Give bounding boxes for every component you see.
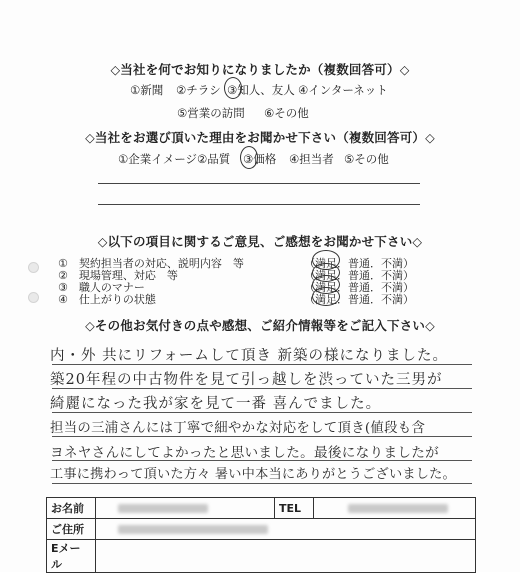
writing-line <box>52 483 472 484</box>
answer-line <box>98 204 420 205</box>
evaluation-item-label: ① 契約担当者の対応、説明内容 等 <box>58 257 244 270</box>
answer-line <box>98 183 420 184</box>
contact-form <box>46 497 476 573</box>
section2-title: ◇当社をお選び頂いた理由をお聞かせ下さい（複数回答可）◇ <box>85 130 435 145</box>
writing-line <box>52 460 472 461</box>
section2-option-3[interactable]: ③価格 <box>243 152 277 166</box>
handwritten-line-3: 綺麗になった我が家を見て一番 喜んでました。 <box>50 396 382 412</box>
handwritten-line-5: ヨネヤさんにしてよかったと思いました。最後になりましたが <box>50 445 440 461</box>
evaluation-scale[interactable]: （満足．普通．不満） <box>304 269 414 282</box>
section2-option-2[interactable]: ②品質 <box>197 152 231 166</box>
section2-option-4[interactable]: ④担当者 <box>289 152 334 166</box>
section1-option-1[interactable]: ①新聞 <box>130 83 164 97</box>
evaluation-item-label: ④ 仕上がりの状態 <box>58 293 156 306</box>
tel-label: TEL <box>275 498 314 519</box>
section1-option-5[interactable]: ⑤営業の訪問 <box>177 106 245 120</box>
handwritten-line-4: 担当の三浦さんには丁寧で細やかな対応をして頂き(値段も含 <box>50 421 426 436</box>
evaluation-scale[interactable]: （満足．普通．不満） <box>304 257 414 270</box>
section2-selected-circle <box>240 146 258 169</box>
writing-line <box>52 436 472 437</box>
address-field[interactable] <box>96 519 476 540</box>
handwritten-line-1: 内・外 共にリフォームして頂き 新築の様になりました。 <box>50 348 448 364</box>
section1-option-6[interactable]: ⑥その他 <box>264 106 309 120</box>
punch-hole <box>28 292 39 303</box>
evaluation-item-label: ② 現場管理、対応 等 <box>58 269 178 282</box>
email-label: Eメール <box>47 540 96 573</box>
handwritten-line-6: 工事に携わって頂いた方々 暑い中本当にありがとうございました。 <box>50 467 456 482</box>
section4-title: ◇その他お気付きの点や感想、ご紹介情報等をご記入下さい◇ <box>85 318 435 333</box>
writing-line <box>52 412 472 413</box>
name-field[interactable] <box>96 498 275 519</box>
email-field[interactable] <box>96 540 476 573</box>
punch-hole <box>28 262 39 273</box>
section3-title: ◇以下の項目に関するご意見、ご感想をお聞かせ下さい◇ <box>97 234 423 249</box>
name-label: お名前 <box>47 498 96 519</box>
evaluation-item-label: ③ 職人のマナー <box>58 281 145 294</box>
section1-option-4[interactable]: ④インターネット <box>298 83 388 97</box>
handwritten-line-2: 築20年程の中古物件を見て引っ越しを渋っていた三男が <box>50 372 443 388</box>
section1-option-3[interactable]: ③知人、友人 <box>227 83 295 97</box>
evaluation-selected-circle <box>312 287 340 306</box>
section2-option-5[interactable]: ⑤その他 <box>344 152 389 166</box>
evaluation-scale[interactable]: （満足．普通．不満） <box>304 293 414 306</box>
evaluation-scale[interactable]: （満足．普通．不満） <box>304 281 414 294</box>
section1-title: ◇当社を何でお知りになりましたか（複数回答可）◇ <box>110 62 410 77</box>
tel-field[interactable] <box>314 498 476 519</box>
address-label: ご住所 <box>47 519 96 540</box>
section1-selected-circle <box>224 77 242 99</box>
section2-option-1[interactable]: ①企業イメージ <box>118 152 197 166</box>
evaluation-row <box>58 291 478 305</box>
writing-line <box>52 388 472 389</box>
section1-option-2[interactable]: ②チラシ <box>176 83 221 97</box>
writing-line <box>52 364 472 365</box>
